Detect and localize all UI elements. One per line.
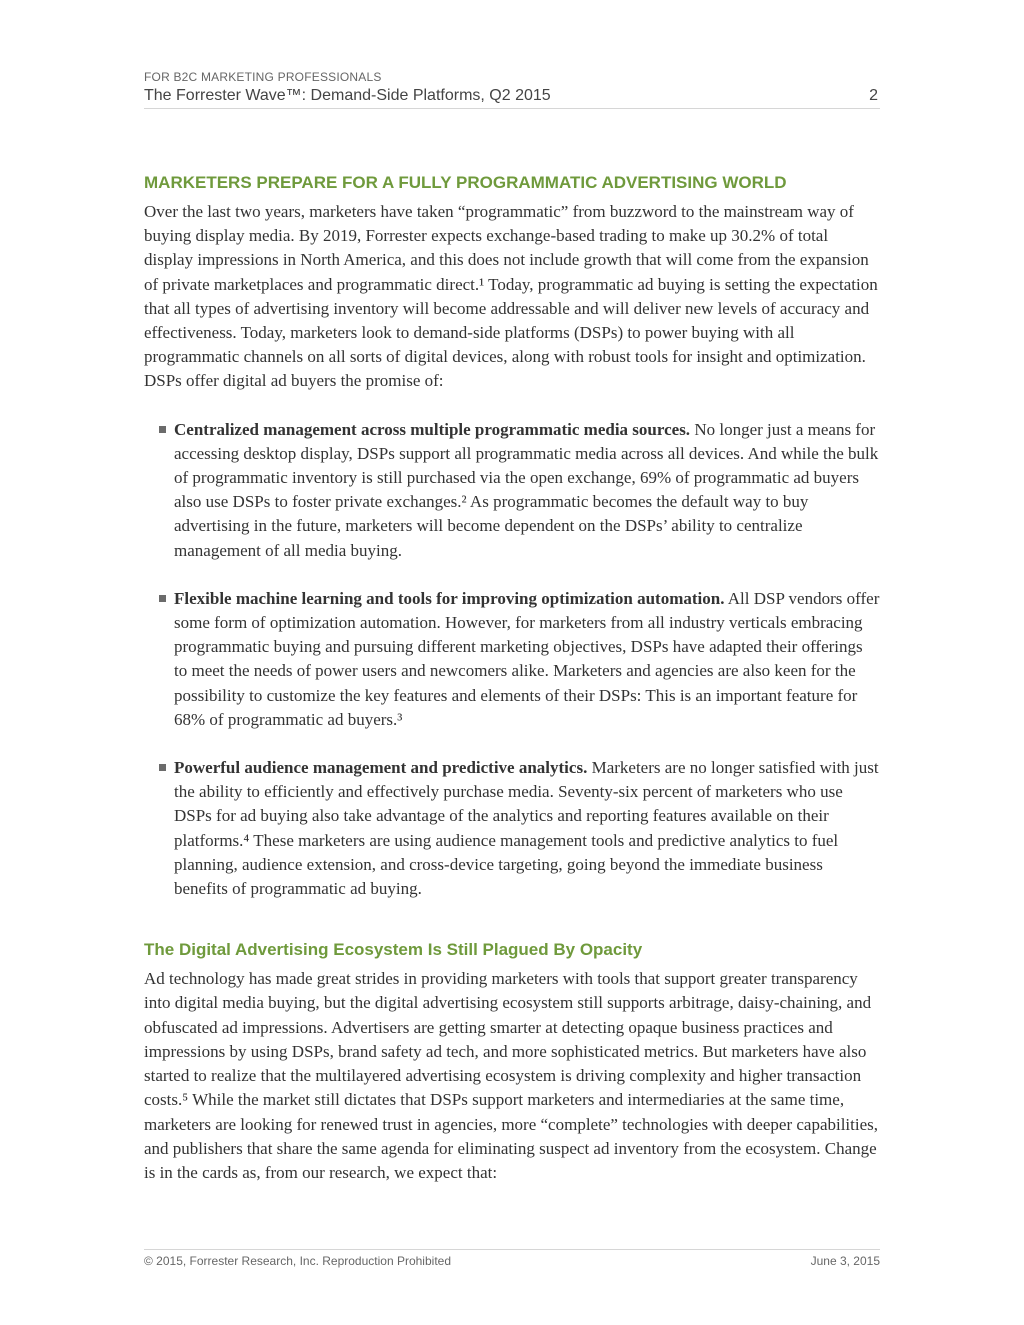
bullet-text: All DSP vendors offer some form of optimization automation. However, for marketers from all industry verticals embracing programmatic buying and pursuing different marketing objectives, DSPs have adapted their offerings to meet the needs of power users and newcomers alike. Marketers and agencies are also keen for the possibility to customize the key features and elements of their DSPs: This is an important feature for 68% of programmatic ad buyers.³	[174, 588, 880, 729]
intro-paragraph: Over the last two years, marketers have taken “programmatic” from buzzword to the mainstream way of buying display media. By 2019, Forrester expects exchange-based trading to make up 30.2% of total display impressions in North America, and this does not include growth that will come from the expansion of private marketplaces and programmatic direct.¹ Today, programmatic ad buying is setting the expectation that all types of advertising inventory will become addressable and will deliver new levels of accuracy and effectiveness. Today, marketers look to demand-side platforms (DSPs) to power buying with all programmatic channels on all sorts of digital devices, along with robust tools for insight and optimization. DSPs offer digital ad buyers the promise of:	[144, 202, 878, 391]
header-divider	[144, 108, 880, 109]
header-kicker: FOR B2C MARKETING PROFESSIONALS	[144, 70, 382, 84]
section-heading-opacity: The Digital Advertising Ecosystem Is Still Plagued By Opacity	[144, 940, 643, 960]
list-item-audience-management	[144, 756, 880, 901]
bullet-lead: Centralized management across multiple programmatic media sources.	[174, 419, 691, 439]
footer-divider	[144, 1249, 880, 1250]
list-item-machine-learning	[144, 587, 880, 732]
report-title: The Forrester Wave™: Demand-Side Platforms, Q2 2015	[144, 87, 551, 104]
section-heading-programmatic: MARKETERS PREPARE FOR A FULLY PROGRAMMATIC ADVERTISING WORLD	[144, 173, 787, 192]
square-bullet-icon	[159, 764, 166, 771]
bullet-text: No longer just a means for accessing desktop display, DSPs support all programmatic media across all devices. And while the bulk of programmatic inventory is still purchased via the open exchange, 69% of programmatic ad buyers also use DSPs to foster private exchanges.² As programmatic becomes the default way to buy advertising in the future, marketers will become dependent on the DSPs’ ability to centralize management of all media buying.	[174, 419, 879, 560]
bullet-text: Marketers are no longer satisfied with just the ability to efficiently and effectively purchase media. Seventy-six percent of marketers who use DSPs for ad buying also take advantage of the analytics and reporting features available on their platforms.⁴ These marketers are using audience management tools and predictive analytics to fuel planning, audience extension, and cross-device targeting, going beyond the immediate business benefits of programmatic ad buying.	[174, 758, 879, 899]
document-page	[144, 0, 880, 1325]
square-bullet-icon	[159, 426, 166, 433]
list-item-centralized-management	[144, 418, 880, 563]
promise-list	[144, 418, 880, 902]
bullet-lead: Powerful audience management and predictive analytics.	[174, 758, 588, 778]
opacity-paragraph: Ad technology has made great strides in providing marketers with tools that support greater transparency into digital media buying, but the digital advertising ecosystem still supports arbitrage, daisy-chaining, and obfuscated ad impressions. Advertisers are getting smarter at detecting opaque business practices and impressions by using DSPs, brand safety ad tech, and more sophisticated metrics. But marketers have also started to realize that the multilayered advertising ecosystem is driving complexity and higher transaction costs.⁵ While the market still dictates that DSPs support marketers and intermediaries at the same time, marketers are looking for renewed trust in agencies, more “complete” technologies with deeper capabilities, and publishers that share the same agenda for eliminating suspect ad inventory from the ecosystem. Change is in the cards as, from our research, we expect that:	[144, 969, 879, 1182]
main-content	[144, 172, 880, 1185]
square-bullet-icon	[159, 595, 166, 602]
page-number: 2	[869, 87, 878, 104]
footer-date: June 3, 2015	[810, 1254, 880, 1268]
footer-copyright: © 2015, Forrester Research, Inc. Reproduction Prohibited	[144, 1254, 451, 1268]
bullet-lead: Flexible machine learning and tools for improving optimization automation.	[174, 588, 725, 608]
